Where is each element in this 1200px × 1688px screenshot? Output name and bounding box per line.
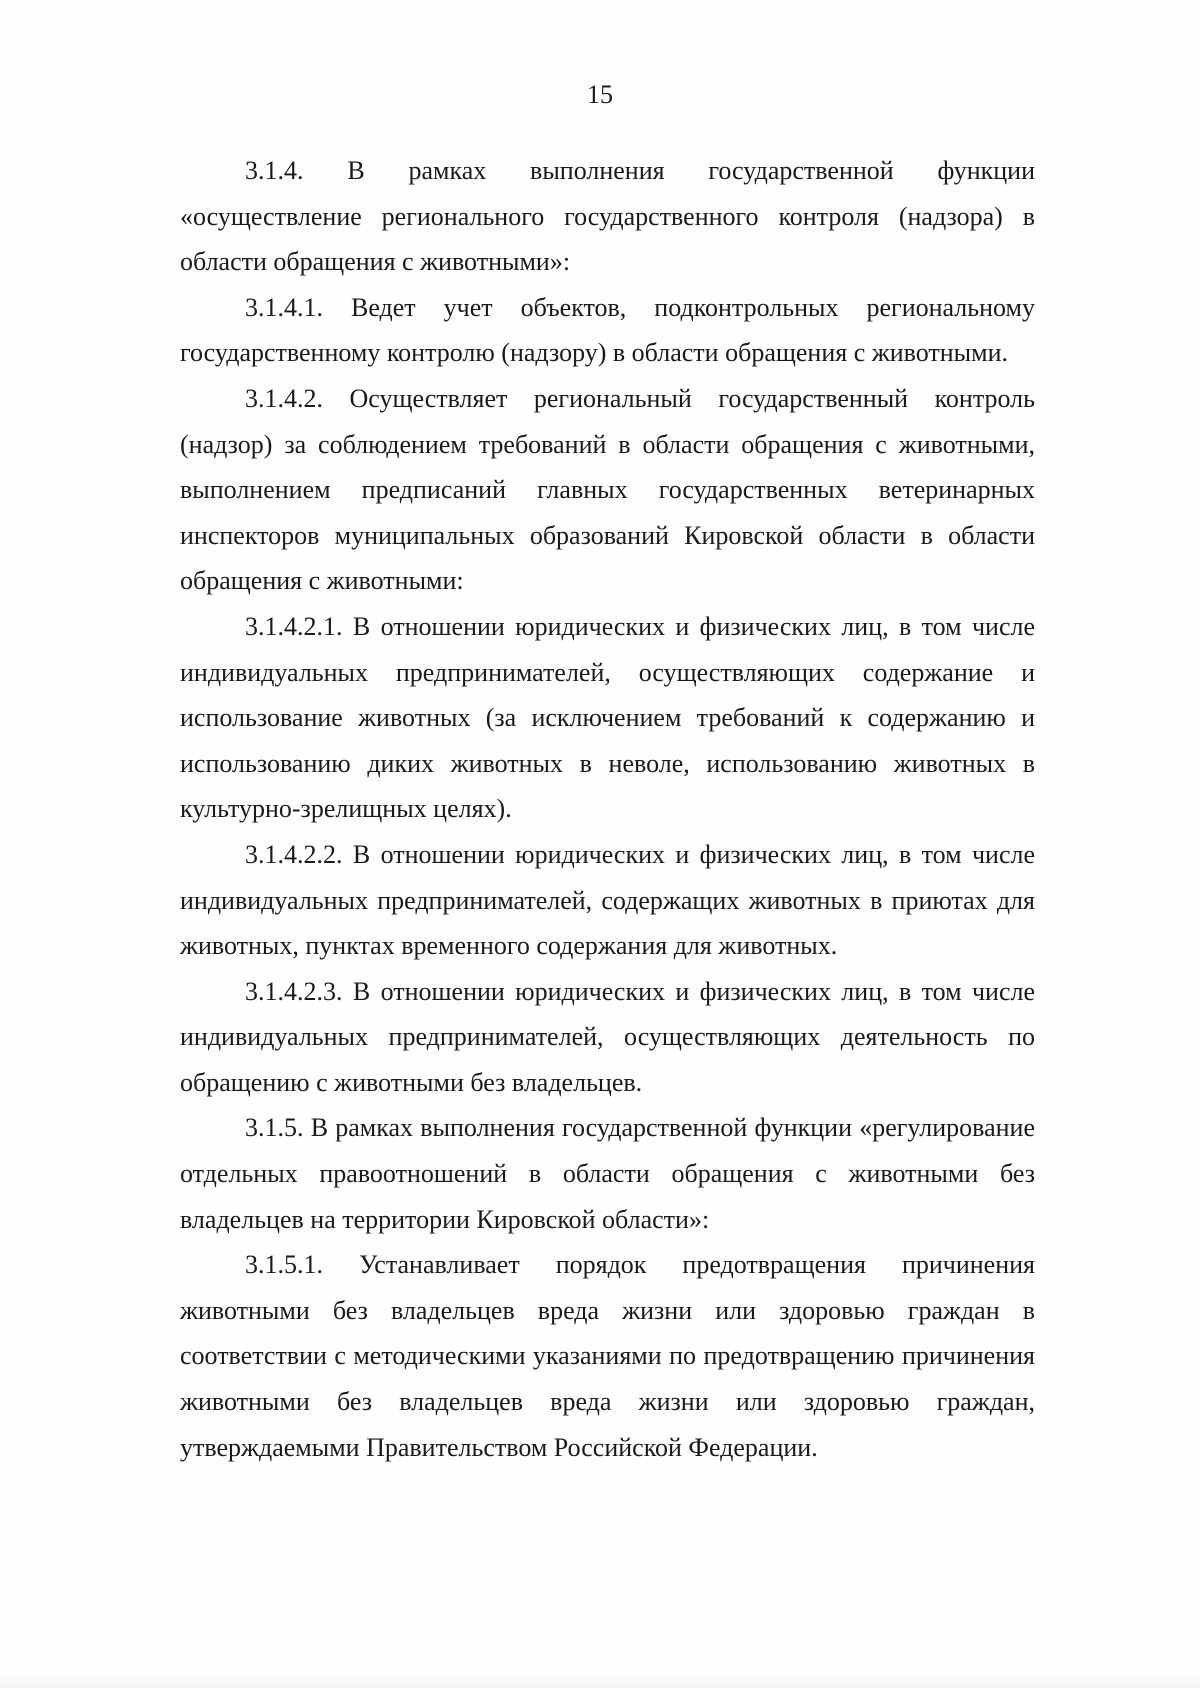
paragraph-3-1-4: 3.1.4. В рамках выполнения государственной функции «осуществление регионального государственного контроля (надзора) в области обращения с животными»:: [180, 156, 1035, 277]
paragraph-3-1-4-2-2: 3.1.4.2.2. В отношении юридических и физических лиц, в том числе индивидуальных предпринимателей, содержащих животных в приютах для животных, пунктах временного содержания для животных.: [180, 839, 1035, 961]
paragraph-3-1-4-2-3: 3.1.4.2.3. В отношении юридических и физических лиц, в том числе индивидуальных предпринимателей, осуществляющих деятельность по обращению с животными без владельцев.: [180, 976, 1035, 1097]
page-number: 15: [587, 80, 613, 109]
document-body: [180, 148, 1035, 1470]
paragraph-3-1-5: 3.1.5. В рамках выполнения государственной функции «регулирование отдельных правоотношений в области обращения с животными без владельцев на территории Кировской области»:: [180, 1113, 1035, 1234]
paragraph-3-1-5-1: 3.1.5.1. Устанавливает порядок предотвращения причинения животными без владельцев вреда жизни или здоровью граждан в соответствии с методическими указаниями по предотвращению причинения животными без владельцев вреда жизни или здоровью граждан, утверждаемыми Правительством Российской Федерации.: [180, 1250, 1035, 1462]
paragraph-3-1-4-1: 3.1.4.1. Ведет учет объектов, подконтрольных региональному государственному контролю (надзору) в области обращения с животными.: [180, 292, 1035, 368]
paragraph-3-1-4-2: 3.1.4.2. Осуществляет региональный государственный контроль (надзор) за соблюдением требований в области обращения с животными, выполнением предписаний главных государственных ветеринарных инспекторов муниципальных образований Кировской области в области обращения с животными:: [180, 383, 1035, 596]
scan-bottom-edge: [0, 1670, 1200, 1688]
paragraph-3-1-4-2-1: 3.1.4.2.1. В отношении юридических и физических лиц, в том числе индивидуальных предпринимателей, осуществляющих содержание и использование животных (за исключением требований к содержанию и использованию диких животных в неволе, использованию животных в культурно-зрелищных целях).: [180, 611, 1035, 824]
